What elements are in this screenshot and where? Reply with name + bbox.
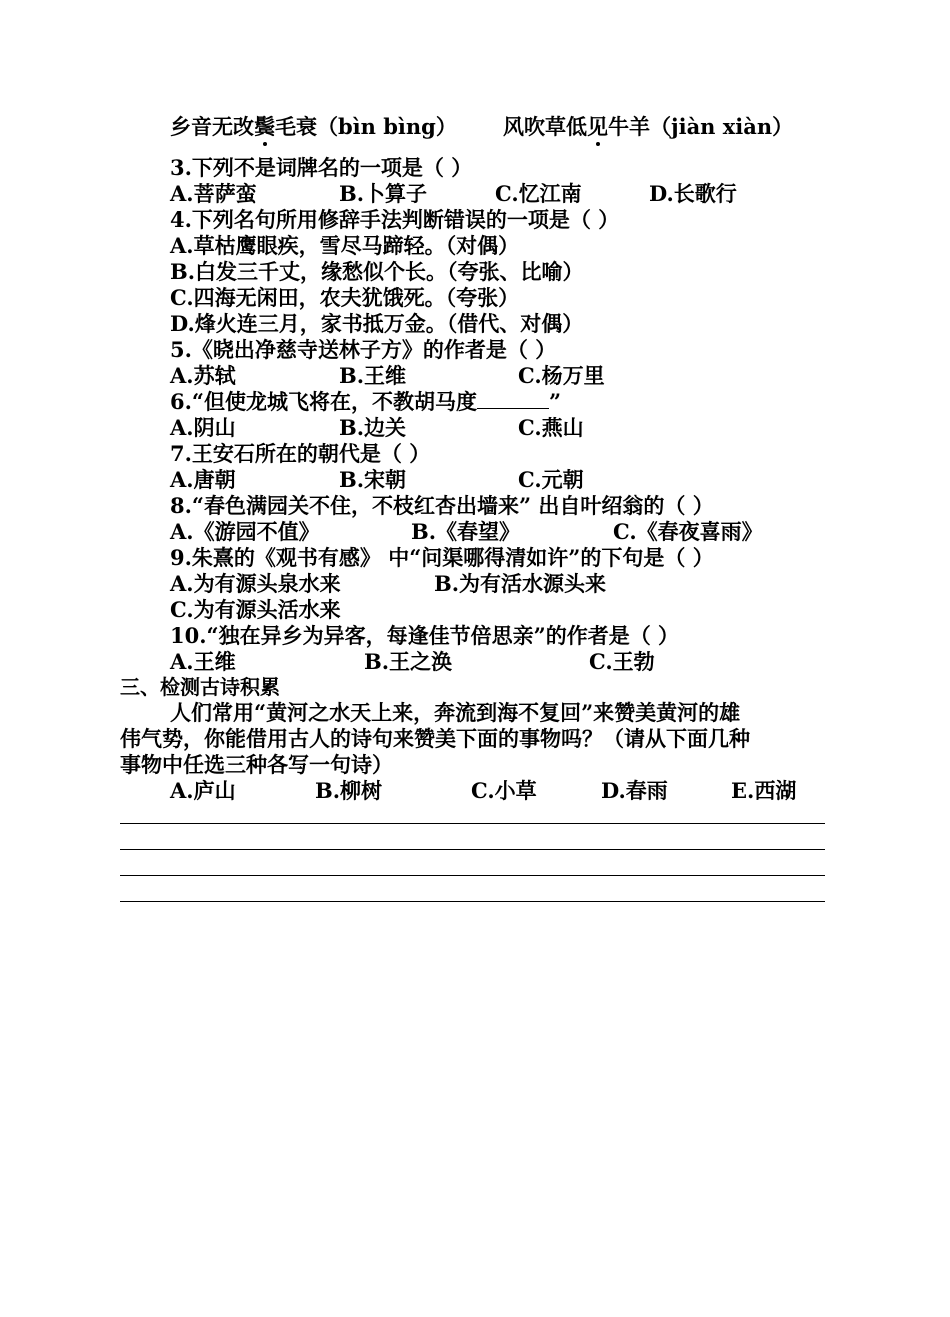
option-b: B.王维	[339, 363, 407, 388]
question-stem: 7.王安石所在的朝代是（ ）	[170, 441, 431, 466]
option-c: C.燕山	[518, 415, 584, 440]
option-c: C.忆江南	[495, 181, 582, 206]
option-c: C.杨万里	[518, 363, 605, 388]
pinyin-text: 毛衰（bìn bìng）	[275, 114, 457, 139]
question-stem: 4.下列名句所用修辞手法判断错误的一项是（ ）	[170, 207, 620, 232]
option-b: B.为有活水源头来	[434, 571, 607, 596]
pinyin-line-2	[503, 114, 793, 140]
question-stem: 5.《晓出净慈寺送林子方》的作者是（ ）	[170, 337, 557, 362]
dotted-char: 见	[587, 114, 608, 139]
option-b: B.柳树	[315, 778, 383, 803]
option-a: A.《游园不值》	[170, 519, 320, 544]
option-a: A.草枯鹰眼疾，雪尽马蹄轻。（对偶）	[170, 233, 520, 258]
option-e: E.西湖	[731, 778, 797, 803]
option-a: A.王维	[170, 649, 236, 674]
option-b: B.卜算子	[339, 181, 428, 206]
question-stem-text: 6.“但使龙城飞将在，不教胡马度	[170, 389, 478, 414]
option-a: A.苏轼	[170, 363, 236, 388]
option-c: C.《春夜喜雨》	[613, 519, 763, 544]
question-stem-text: ”	[549, 389, 562, 414]
option-d: D.烽火连三月，家书抵万金。（借代、对偶）	[170, 311, 584, 336]
answer-line[interactable]	[120, 823, 825, 824]
pinyin-text: 牛羊（jiàn xiàn）	[608, 114, 794, 139]
fill-blank	[477, 390, 549, 409]
option-c: C.王勃	[589, 649, 655, 674]
option-a: A.唐朝	[170, 467, 236, 492]
option-b: B.王之涣	[364, 649, 453, 674]
answer-line[interactable]	[120, 849, 825, 850]
pinyin-text: 风吹草低	[503, 114, 587, 139]
option-b: B.《春望》	[411, 519, 521, 544]
option-c: C.四海无闲田，农夫犹饿死。（夸张）	[170, 285, 520, 310]
option-a: A.庐山	[170, 778, 236, 803]
option-b: B.白发三千丈，缘愁似个长。（夸张、比喻）	[170, 259, 584, 284]
option-c: C.小草	[471, 778, 537, 803]
option-c: C.元朝	[518, 467, 584, 492]
option-b: B.宋朝	[339, 467, 407, 492]
option-b: B.边关	[339, 415, 407, 440]
option-a: A.为有源头泉水来	[170, 571, 341, 596]
question-stem	[170, 389, 561, 415]
dotted-char: 鬓	[254, 114, 275, 139]
option-d: D.春雨	[601, 778, 668, 803]
paragraph-line: 事物中任选三种各写一句诗）	[120, 752, 393, 777]
question-stem: 8.“春色满园关不住，不枝红杏出墙来” 出自叶绍翁的（ ）	[170, 493, 714, 518]
answer-line[interactable]	[120, 875, 825, 876]
paragraph-line: 伟气势，你能借用古人的诗句来赞美下面的事物吗？（请从下面几种	[120, 726, 750, 751]
section-heading: 三、检测古诗积累	[120, 675, 280, 699]
question-stem: 10.“独在异乡为异客，每逢佳节倍思亲”的作者是（ ）	[170, 623, 680, 648]
paragraph-line: 人们常用“黄河之水天上来，奔流到海不复回”来赞美黄河的雄	[170, 700, 741, 725]
pinyin-text: 乡音无改	[170, 114, 254, 139]
option-d: D.长歌行	[649, 181, 737, 206]
question-stem: 9.朱熹的《观书有感》 中“问渠哪得清如许”的下句是（ ）	[170, 545, 714, 570]
option-c: C.为有源头活水来	[170, 597, 341, 622]
question-stem: 3.下列不是词牌名的一项是（ ）	[170, 155, 473, 180]
answer-line[interactable]	[120, 901, 825, 902]
option-a: A.菩萨蛮	[170, 181, 257, 206]
option-a: A.阴山	[170, 415, 236, 440]
pinyin-line-1	[170, 114, 457, 140]
